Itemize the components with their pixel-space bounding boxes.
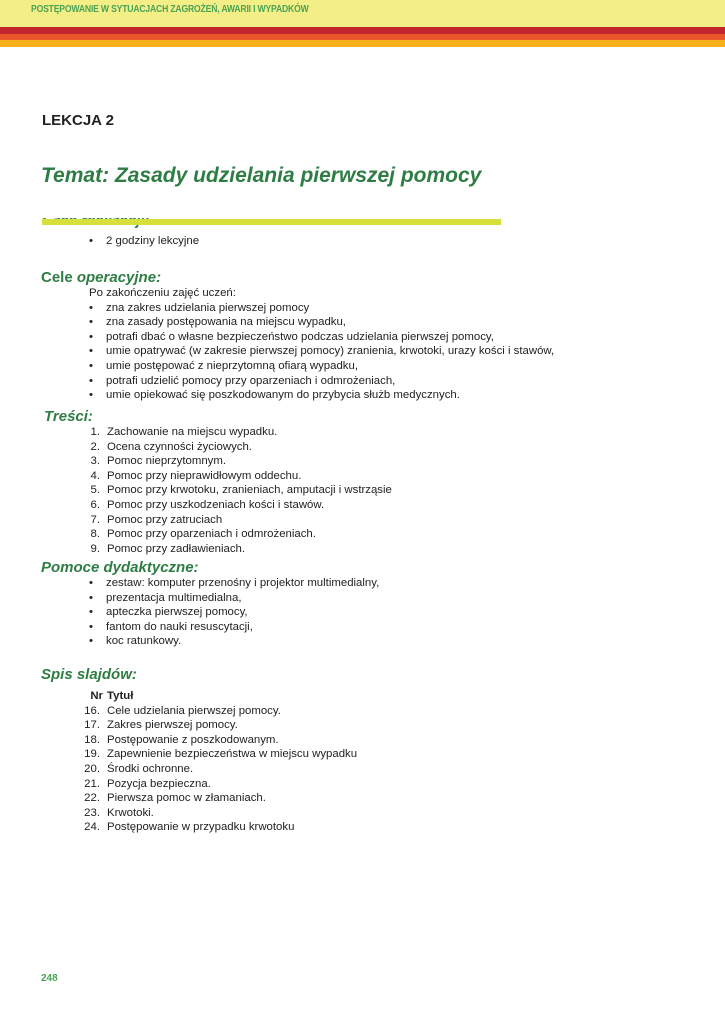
list-item: • zna zasady postępowania na miejscu wypadku, — [89, 316, 346, 329]
list-item: 23. Krwotoki. — [84, 806, 154, 819]
list-item: • zestaw: komputer przenośny i projektor multimedialny, — [89, 577, 380, 589]
goals-list — [89, 286, 554, 403]
content-list — [81, 425, 392, 556]
list-item: 18. Postępowanie z poszkodowanym. — [84, 733, 279, 746]
list-item: 3. Pomoc nieprzytomnym. — [90, 455, 227, 468]
aids-heading: Pomoce dydaktyczne: — [41, 559, 199, 576]
list-item: • koc ratunkowy. — [89, 635, 182, 648]
time-list — [89, 234, 199, 249]
list-item: • 2 godziny lekcyjne — [89, 235, 200, 247]
list-item: • potrafi dbać o własne bezpieczeństwo podczas udzielania pierwszej pomocy, — [89, 330, 494, 343]
list-item: 19. Zapewnienie bezpieczeństwa w miejscu wypadku — [84, 748, 358, 761]
list-item: 5. Pomoc przy krwotoku, zranieniach, amputacji i wstrząsie — [90, 484, 392, 497]
page-number: 248 — [41, 973, 58, 984]
list-item: 16. Cele udzielania pierwszej pomocy. — [84, 704, 281, 717]
list-item: 7. Pomoc przy zatruciach — [90, 513, 223, 526]
topic-title: Temat: Zasady udzielania pierwszej pomocy — [41, 164, 482, 187]
running-header — [0, 0, 725, 27]
list-item: 4. Pomoc przy nieprawidłowym oddechu. — [90, 469, 302, 482]
list-item: 2. Ocena czynności życiowych. — [90, 440, 252, 453]
header-stripe-red — [0, 27, 725, 34]
list-item: 24. Postępowanie w przypadku krwotoku — [84, 821, 295, 834]
list-item: • fantom do nauki resuscytacji, — [89, 620, 253, 633]
list-item: 9. Pomoc przy zadławieniach. — [90, 542, 246, 555]
list-item: 17. Zakres pierwszej pomocy. — [84, 719, 238, 732]
list-item: • potrafi udzielić pomocy przy oparzeniach i odmrożeniach, — [89, 374, 396, 387]
list-item: • umie opiekować się poszkodowanym do przybycia służb medycznych. — [89, 389, 460, 402]
list-item: • apteczka pierwszej pomocy, — [89, 606, 248, 619]
slides-table-header — [81, 689, 357, 704]
aids-list — [89, 576, 379, 649]
running-title: POSTĘPOWANIE W SYTUACJACH ZAGROŻEŃ, AWARII I WYPADKÓW — [31, 4, 309, 15]
lesson-label: LEKCJA 2 — [42, 112, 114, 129]
list-item: 20. Środki ochronne. — [84, 762, 194, 775]
list-item: • umie postępować z nieprzytomną ofiarą wypadku, — [89, 359, 358, 372]
content-heading: Treści: — [44, 408, 93, 425]
list-item: 22. Pierwsza pomoc w złamaniach. — [84, 792, 266, 805]
section-divider — [42, 219, 501, 225]
list-item: 8. Pomoc przy oparzeniach i odmrożeniach. — [90, 528, 316, 541]
col-title: Tytuł — [107, 690, 134, 702]
header-stripe-amber — [0, 40, 725, 47]
list-item: 6. Pomoc przy uszkodzeniach kości i stawów. — [90, 498, 325, 511]
list-item: • umie opatrywać (w zakresie pierwszej pomocy) zranienia, krwotoki, urazy kości i stawów, — [89, 345, 555, 358]
goals-intro: Po zakończeniu zajęć uczeń: — [89, 287, 236, 299]
slides-list — [81, 689, 357, 835]
list-item: • prezentacja multimedialna, — [89, 591, 242, 604]
goals-heading: Cele operacyjne: — [41, 269, 162, 286]
col-nr: Nr — [90, 690, 103, 702]
list-item: 1. Zachowanie na miejscu wypadku. — [90, 426, 278, 438]
list-item: • zna zakres udzielania pierwszej pomocy — [89, 301, 310, 314]
slides-heading: Spis slajdów: — [41, 666, 137, 683]
list-item: 21. Pozycja bezpieczna. — [84, 777, 211, 790]
